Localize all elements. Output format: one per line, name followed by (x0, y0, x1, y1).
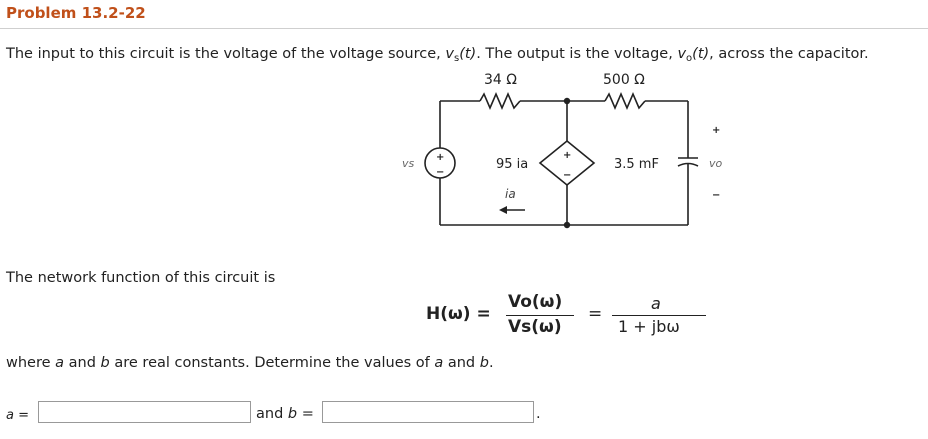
problem-title: Problem 13.2-22 (6, 4, 146, 22)
resistor-r1 (480, 94, 520, 108)
answer-b-label-var: b (287, 406, 298, 422)
resistor-r2 (605, 94, 645, 108)
where-text-5: . (488, 355, 494, 371)
statement-text-1: The input to this circuit is the voltage of the voltage source, (6, 46, 446, 62)
source-label: vs (402, 157, 415, 170)
network-function-text: The network function of this circuit is (6, 270, 276, 286)
output-plus: + (712, 125, 721, 136)
dep-plus: + (563, 150, 572, 161)
fraction-bar-left (506, 315, 574, 316)
answer-b-label (256, 406, 314, 422)
source-minus: − (436, 167, 445, 178)
where-text-3: are real constants. Determine the values of (109, 355, 435, 371)
network-equation (426, 292, 716, 340)
vo-var: v (677, 46, 687, 62)
where-b-2: b (479, 355, 489, 371)
where-text-1: where (6, 355, 56, 371)
dep-minus: − (563, 170, 572, 181)
equation-numerator: Vo(ω) (508, 292, 563, 312)
equation-equals: = (588, 304, 603, 324)
answer-a-label: a = (6, 408, 29, 423)
source-plus: + (436, 152, 445, 163)
vo-sub: o (686, 53, 693, 64)
answer-a-input[interactable] (38, 401, 251, 423)
fraction-bar-right (612, 315, 706, 316)
where-a-2: a (434, 355, 444, 371)
where-a: a (55, 355, 65, 371)
dep-source-label: 95 ia (496, 157, 529, 172)
current-label: ia (505, 187, 516, 201)
output-label: vo (709, 157, 723, 170)
where-text-4: and (443, 355, 480, 371)
equation-lhs: H(ω) = (426, 304, 491, 324)
answer-b-label-post: = (297, 406, 314, 422)
statement-text-3: , across the capacitor. (709, 46, 869, 62)
where-b: b (100, 355, 110, 371)
where-text (6, 355, 494, 371)
r1-label: 34 Ω (484, 72, 517, 88)
current-arrow-head (499, 206, 507, 214)
equation-denominator: Vs(ω) (508, 317, 562, 337)
node-bottom (564, 222, 570, 228)
node-top (564, 98, 570, 104)
vs-arg: (t) (459, 46, 477, 62)
vs-sub: s (453, 53, 460, 64)
vs-var: v (445, 46, 454, 62)
statement-text-2: . The output is the voltage, (476, 46, 678, 62)
vo-arg: (t) (692, 46, 710, 62)
answer-b-label-pre: and (256, 406, 288, 422)
equation-rhs-denominator: 1 + jbω (618, 317, 680, 336)
capacitor-label: 3.5 mF (614, 157, 659, 172)
output-minus: − (712, 190, 721, 201)
r2-label: 500 Ω (603, 72, 645, 88)
answer-b-input[interactable] (322, 401, 534, 423)
equation-rhs-numerator: a (651, 294, 661, 313)
answer-trailing-period: . (536, 406, 541, 422)
where-text-2: and (64, 355, 101, 371)
